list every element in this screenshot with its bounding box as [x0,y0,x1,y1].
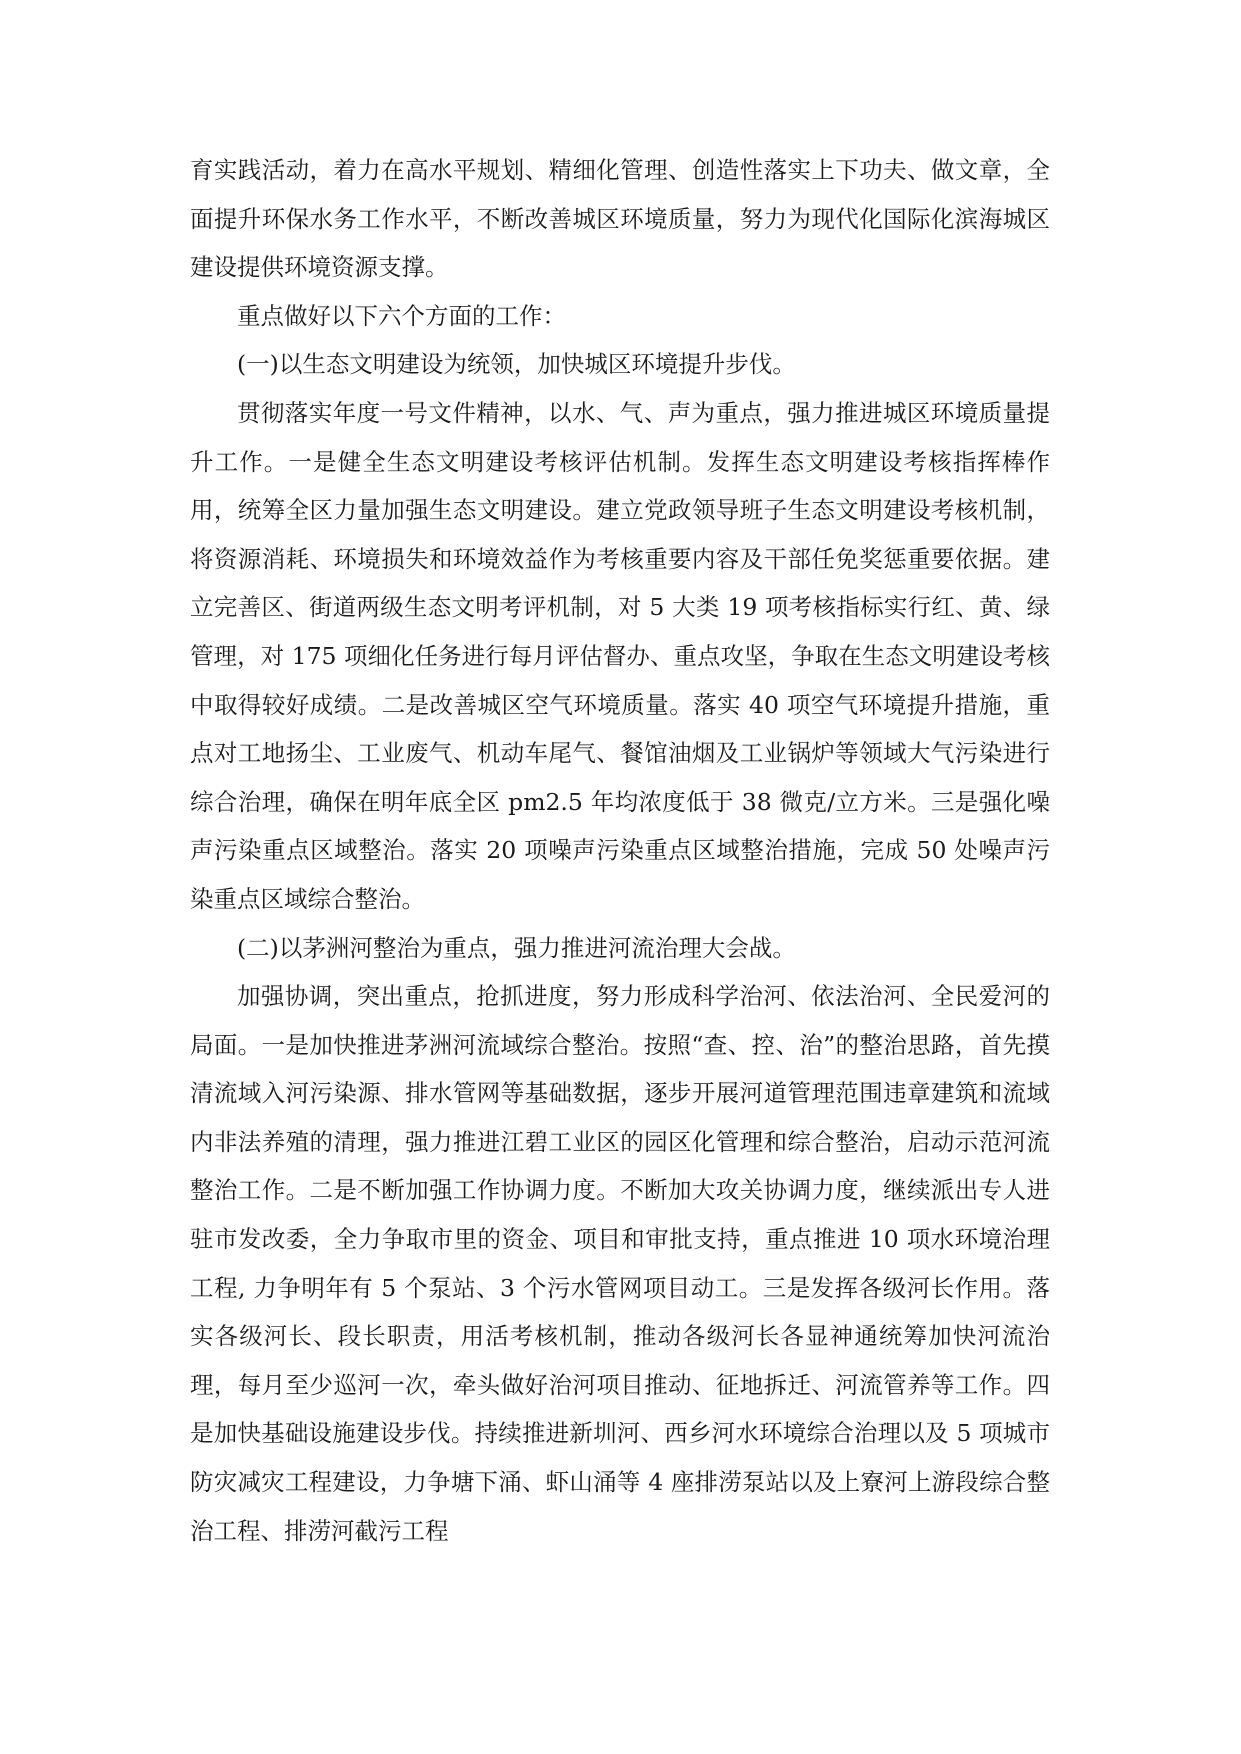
section-heading-1: (一)以生态文明建设为统领，加快城区环境提升步伐。 [237,350,796,379]
section-heading-2: (二)以茅洲河整治为重点，强力推进河流治理大会战。 [237,933,796,962]
body-text [190,146,1050,1555]
paragraph-six-tasks-lead: 重点做好以下六个方面的工作： [237,301,566,330]
paragraph-intro-continuation: 育实践活动，着力在高水平规划、精细化管理、创造性落实上下功夫、做文章，全面提升环保水务工作水平，不断改善城区环境质量，努力为现代化国际化滨海城区建设提供环境资源支撑。 [190,156,1050,282]
paragraph-ecology: 贯彻落实年度一号文件精神，以水、气、声为重点，强力推进城区环境质量提升工作。一是健全生态文明建设考核评估机制。发挥生态文明建设考核指挥棒作用，统筹全区力量加强生态文明建设。建立党政领导班子生态文明建设考核机制，将资源消耗、环境损失和环境效益作为考核重要内容及干部任免奖惩重要依据。建立完善区、街道两级生态文明考评机制，对 5 大类 19 项考核指标实行红、黄、绿管理，对 175 项细化任务进行每月评估督办、重点攻坚，争取在生态文明建设考核中取得较好成绩。二是改善城区空气环境质量。落实 40 项空气环境提升措施，重点对工地扬尘、工业废气、机动车尾气、餐馆油烟及工业锅炉等领域大气污染进行综合治理，确保在明年底全区 pm2.5 年均浓度低于 38 微克/立方米。三是强化噪声污染重点区域整治。落实 20 项噪声污染重点区域整治措施，完成 50 处噪声污染重点区域综合整治。 [190,398,1050,913]
paragraph-river-governance: 加强协调，突出重点，抢抓进度，努力形成科学治河、依法治河、全民爱河的局面。一是加快推进茅洲河流域综合整治。按照“查、控、治”的整治思路，首先摸清流域入河污染源、排水管网等基础数据，逐步开展河道管理范围违章建筑和流域内非法养殖的清理，强力推进江碧工业区的园区化管理和综合整治，启动示范河流整治工作。二是不断加强工作协调力度。不断加大攻关协调力度，继续派出专人进驻市发改委，全力争取市里的资金、项目和审批支持，重点推进 10 项水环境治理工程, 力争明年有 5 个泵站、3 个污水管网项目动工。三是发挥各级河长作用。落实各级河长、段长职责，用活考核机制，推动各级河长各显神通统筹加快河流治理，每月至少巡河一次，牵头做好治河项目推动、征地拆迁、河流管养等工作。四是加快基础设施建设步伐。持续推进新圳河、西乡河水环境综合治理以及 5 项城市防灾减灾工程建设，力争塘下涌、虾山涌等 4 座排涝泵站以及上寮河上游段综合整治工程、排涝河截污工程 [190,982,1050,1545]
